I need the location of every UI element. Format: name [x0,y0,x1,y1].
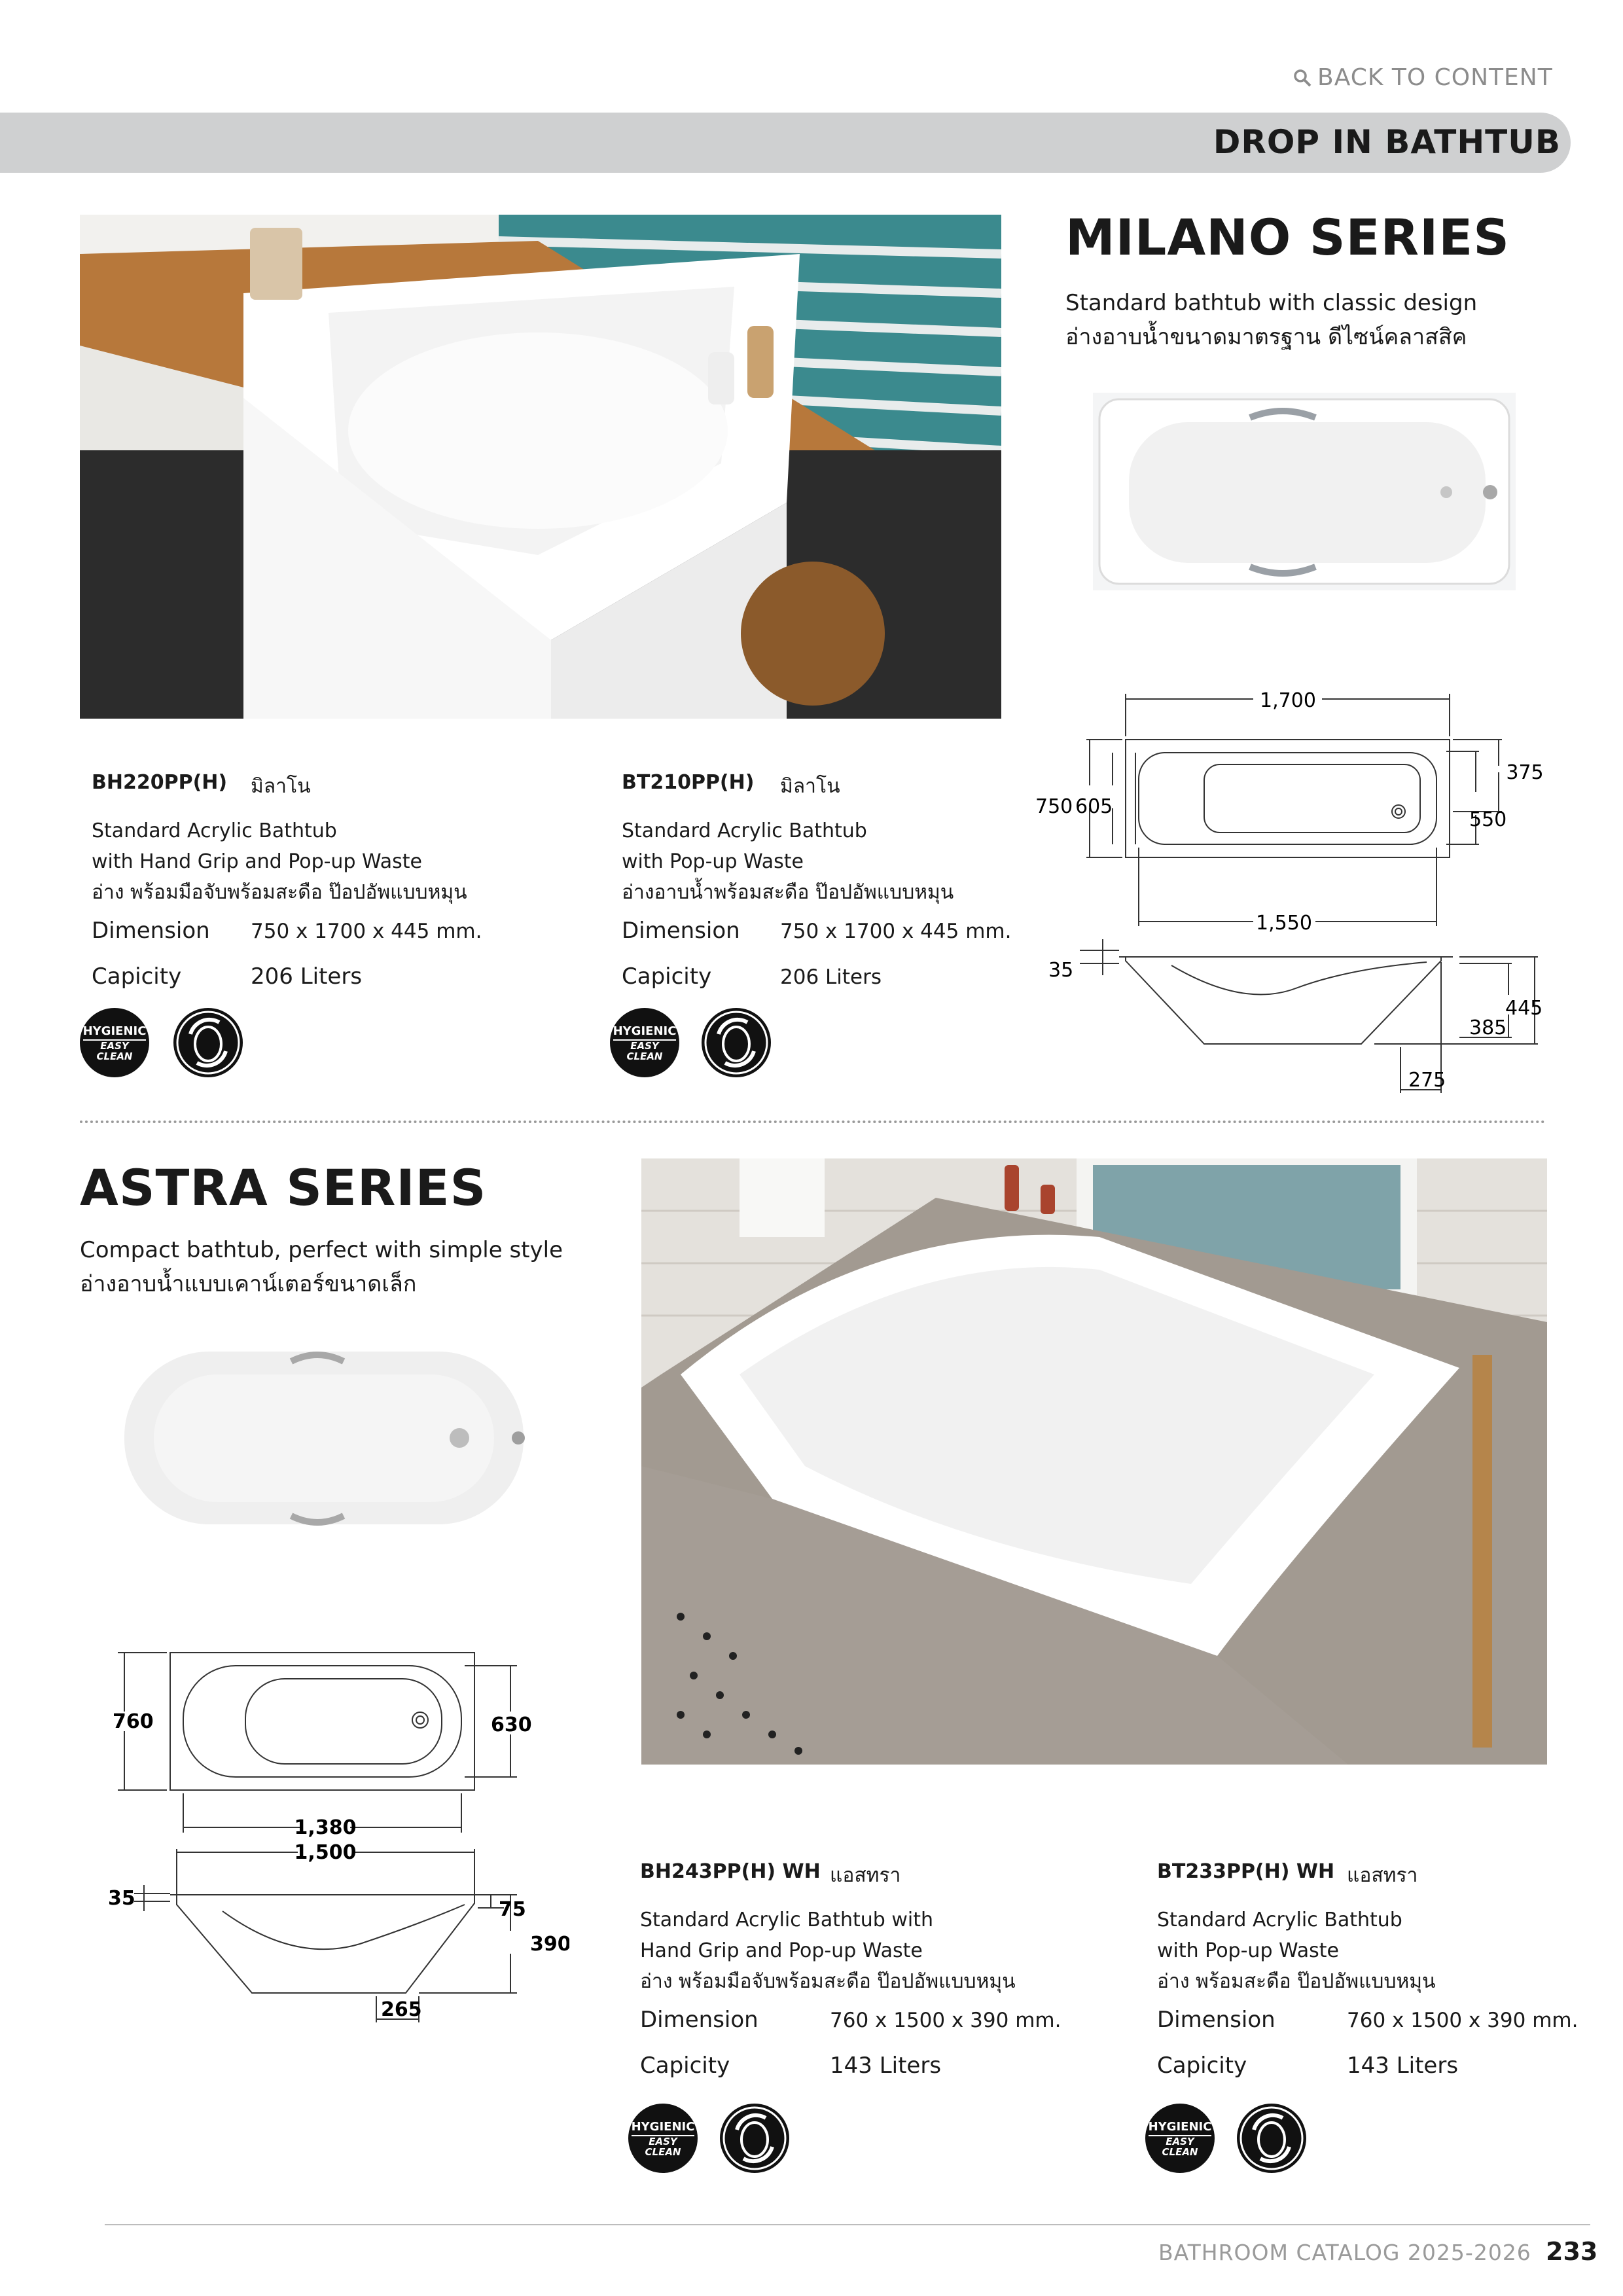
bathtub-feature-icon [720,2104,789,2173]
product-desc-line3: อ่างอาบน้ำพร้อมสะดือ ป๊อปอัพแบบหมุน [622,881,954,904]
milano-dim-385: 385 [1469,1016,1507,1039]
capacity-value: 143 Liters [1347,2053,1459,2079]
capacity-value: 206 Liters [780,965,882,989]
astra-subtitle-en: Compact bathtub, perfect with simple style [80,1237,563,1263]
capacity-value: 206 Liters [251,963,363,990]
astra-dim-760: 760 [113,1710,154,1733]
milano-technical-drawing [1008,681,1571,1100]
hygienic-easy-clean-badge [628,2104,698,2173]
astra-dim-1500: 1,500 [294,1841,357,1864]
astra-dim-75: 75 [499,1898,526,1921]
section-title: DROP IN BATHTUB [1213,123,1561,161]
page-number: 233 [1546,2237,1598,2266]
product-thai-name: มิลาโน [780,775,840,798]
hygienic-easy-clean-badge [80,1008,149,1077]
milano-dim-750: 750 [1035,795,1073,818]
badge-clean-text: CLEAN [645,2145,681,2158]
milano-series-title: MILANO SERIES [1065,208,1510,266]
footer-rule [105,2224,1590,2225]
product-desc-line3: อ่าง พร้อมมือจับพร้อมสะดือ ป๊อปอัพแบบหมุน [92,881,467,904]
dimension-label: Dimension [622,918,740,944]
product-thai-name: มิลาโน [251,775,311,798]
milano-dim-605: 605 [1075,795,1113,818]
section-divider [80,1121,1546,1123]
dimension-label: Dimension [92,918,210,944]
search-icon [1293,68,1312,88]
badge-easy-text: EASY [1166,2135,1194,2147]
product-desc-line3: อ่าง พร้อมมือจับพร้อมสะดือ ป๊อปอัพแบบหมุน [640,1970,1016,1993]
product-desc-line2: Hand Grip and Pop-up Waste [640,1939,923,1962]
badge-clean-text: CLEAN [96,1050,133,1062]
back-to-content-label: BACK TO CONTENT [1317,64,1553,91]
milano-room-photo [80,215,1001,719]
hygienic-easy-clean-badge [610,1008,679,1077]
milano-top-view-photo [1093,393,1516,590]
badge-easy-text: EASY [649,2135,677,2147]
capacity-value: 143 Liters [830,2053,942,2079]
milano-dim-275: 275 [1408,1069,1446,1092]
product-desc-line1: Standard Acrylic Bathtub [92,819,337,842]
capacity-label: Capicity [1157,2053,1247,2079]
dimension-value: 750 x 1700 x 445 mm. [780,920,1012,943]
product-desc-line3: อ่าง พร้อมสะดือ ป๊อปอัพแบบหมุน [1157,1970,1436,1993]
milano-dim-1550: 1,550 [1256,912,1312,935]
milano-subtitle-en: Standard bathtub with classic design [1065,290,1478,316]
milano-dim-35: 35 [1048,959,1074,982]
capacity-label: Capicity [622,963,712,990]
back-to-content-link[interactable] [1293,64,1553,91]
milano-dim-1700: 1,700 [1260,689,1316,712]
product-desc-line1: Standard Acrylic Bathtub [1157,1909,1402,1931]
milano-dim-445: 445 [1505,997,1543,1020]
milano-dim-375: 375 [1506,761,1544,784]
astra-room-photo [641,1158,1547,1765]
product-thai-name: แอสทรา [830,1864,901,1887]
product-desc-line2: with Pop-up Waste [1157,1939,1339,1962]
footer-catalog-title: BATHROOM CATALOG 2025-2026 [1158,2240,1531,2265]
hygienic-easy-clean-badge [1145,2104,1215,2173]
dimension-value: 760 x 1500 x 390 mm. [1347,2009,1578,2032]
badge-hygienic-text: HYGIENIC [632,2120,695,2136]
astra-dim-1380: 1,380 [294,1816,357,1839]
badge-clean-text: CLEAN [1162,2145,1198,2158]
milano-dim-550: 550 [1469,808,1507,831]
astra-subtitle-th: อ่างอาบน้ำแบบเคาน์เตอร์ขนาดเล็ก [80,1271,417,1297]
capacity-label: Capicity [92,963,182,990]
product-desc-line1: Standard Acrylic Bathtub [622,819,867,842]
milano-subtitle-th: อ่างอาบน้ำขนาดมาตรฐาน ดีไซน์คลาสสิค [1065,324,1467,350]
capacity-label: Capicity [640,2053,730,2079]
badge-hygienic-text: HYGIENIC [83,1024,147,1041]
product-desc-line2: with Pop-up Waste [622,850,804,873]
bathtub-feature-icon [1237,2104,1306,2173]
astra-series-title: ASTRA SERIES [80,1158,487,1217]
badge-clean-text: CLEAN [626,1050,663,1062]
product-desc-line2: with Hand Grip and Pop-up Waste [92,850,423,873]
dimension-value: 760 x 1500 x 390 mm. [830,2009,1061,2032]
product-code: BH220PP(H) [92,771,228,794]
bathtub-feature-icon [173,1008,243,1077]
product-thai-name: แอสทรา [1347,1864,1418,1887]
astra-dim-265: 265 [381,1998,422,2021]
product-code: BT233PP(H) WH [1157,1860,1335,1883]
product-code: BH243PP(H) WH [640,1860,821,1883]
bathtub-feature-icon [702,1008,771,1077]
dimension-label: Dimension [640,2007,758,2033]
dimension-label: Dimension [1157,2007,1275,2033]
badge-hygienic-text: HYGIENIC [1149,2120,1212,2136]
astra-dim-390: 390 [530,1933,569,1956]
dimension-value: 750 x 1700 x 445 mm. [251,920,482,943]
badge-hygienic-text: HYGIENIC [613,1024,677,1041]
astra-top-view-photo [101,1335,545,1541]
astra-technical-drawing [98,1636,569,2029]
product-desc-line1: Standard Acrylic Bathtub with [640,1909,934,1931]
astra-dim-35: 35 [108,1887,135,1910]
badge-easy-text: EASY [100,1039,129,1052]
badge-easy-text: EASY [630,1039,659,1052]
product-code: BT210PP(H) [622,771,755,794]
astra-dim-630: 630 [491,1713,532,1736]
